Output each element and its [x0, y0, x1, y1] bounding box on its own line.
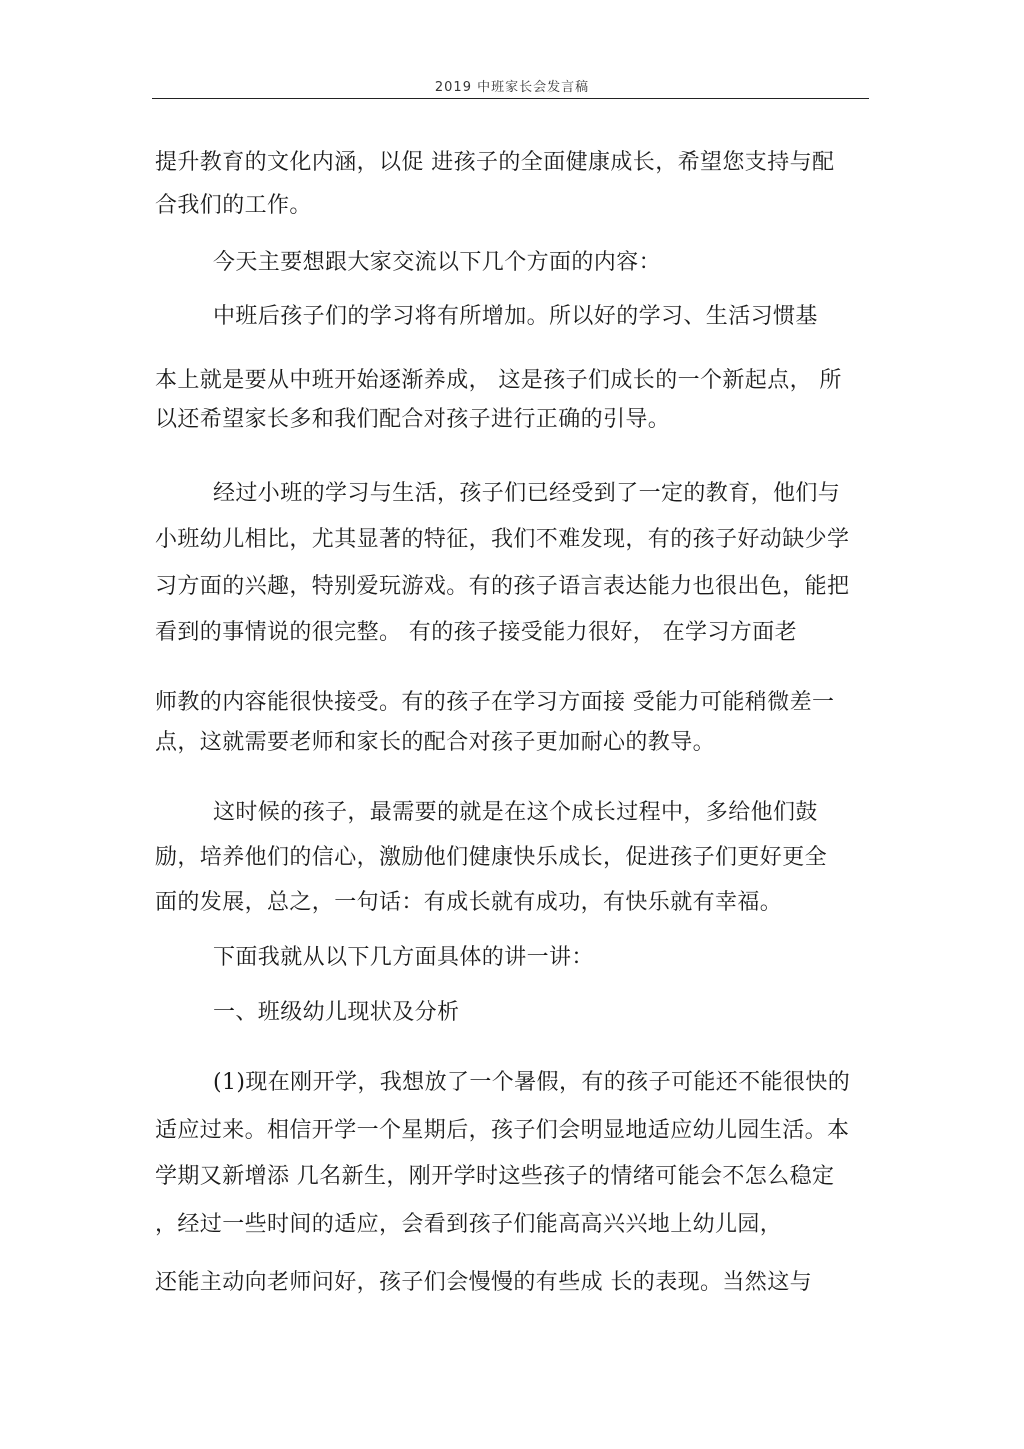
- text-line: 学期又新增添 几名新生，刚开学时这些孩子的情绪可能会不怎么稳定: [155, 1164, 835, 1189]
- text-line: 励，培养他们的信心，激励他们健康快乐成长，促进孩子们更好更全: [155, 845, 828, 870]
- text-line: 下面我就从以下几方面具体的讲一讲：: [213, 945, 594, 970]
- header-divider: [152, 98, 869, 99]
- text-line: 本上就是要从中班开始逐渐养成， 这是孩子们成长的一个新起点， 所: [155, 368, 842, 393]
- text-line: 习方面的兴趣，特别爱玩游戏。有的孩子语言表达能力也很出色，能把: [155, 574, 850, 599]
- text-line: 一、班级幼儿现状及分析: [213, 1000, 460, 1025]
- text-line: ，经过一些时间的适应，会看到孩子们能高高兴兴地上幼儿园，: [155, 1212, 783, 1237]
- text-line: 中班后孩子们的学习将有所增加。所以好的学习、生活习惯基: [213, 304, 818, 329]
- text-line: 适应过来。相信开学一个星期后，孩子们会明显地适应幼儿园生活。本: [155, 1118, 850, 1143]
- text-line: 还能主动向老师问好，孩子们会慢慢的有些成 长的表现。当然这与: [155, 1270, 812, 1295]
- text-line: 师教的内容能很快接受。有的孩子在学习方面接 受能力可能稍微差一: [155, 690, 835, 715]
- text-line: 小班幼儿相比，尤其显著的特征，我们不难发现，有的孩子好动缺少学: [155, 527, 850, 552]
- text-line: 合我们的工作。: [155, 193, 312, 218]
- text-line: 经过小班的学习与生活，孩子们已经受到了一定的教育，他们与: [213, 481, 841, 506]
- text-line: 点，这就需要老师和家长的配合对孩子更加耐心的教导。: [155, 730, 716, 755]
- text-line: 看到的事情说的很完整。 有的孩子接受能力很好， 在学习方面老: [155, 620, 797, 645]
- text-line: 今天主要想跟大家交流以下几个方面的内容：: [213, 250, 662, 275]
- text-line: 以还希望家长多和我们配合对孩子进行正确的引导。: [155, 407, 671, 432]
- page-header-title: 2019 中班家长会发言稿: [434, 80, 590, 95]
- text-line: 面的发展，总之，一句话：有成长就有成功，有快乐就有幸福。: [155, 890, 783, 915]
- text-line: 提升教育的文化内涵，以促 进孩子的全面健康成长，希望您支持与配: [155, 150, 835, 175]
- text-line: 这时候的孩子，最需要的就是在这个成长过程中，多给他们鼓: [213, 800, 818, 825]
- text-line: (1)现在刚开学，我想放了一个暑假，有的孩子可能还不能很快的: [213, 1070, 851, 1095]
